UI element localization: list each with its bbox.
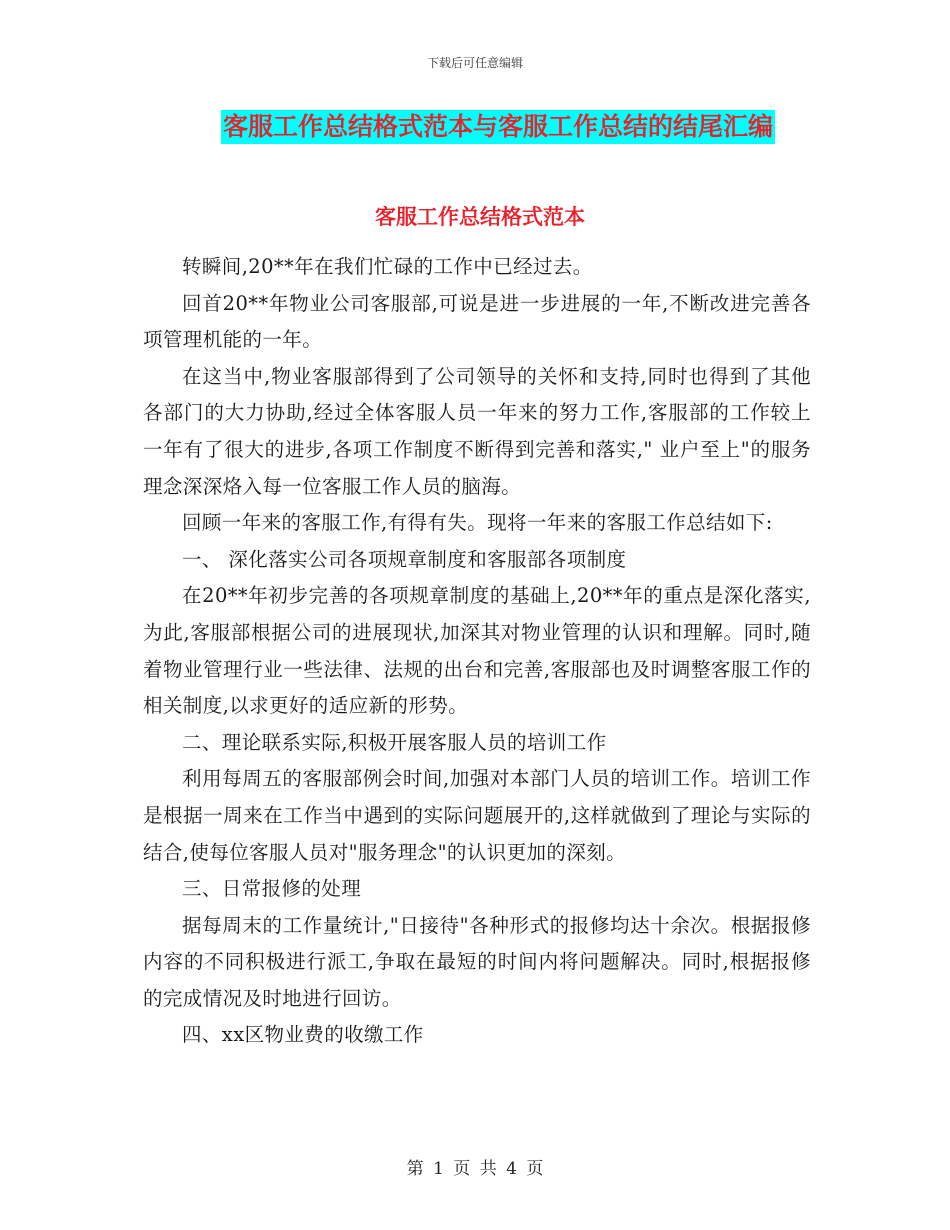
paragraph: 回首20**年物业公司客服部,可说是进一步进展的一年,不断改进完善各项管理机能的一年。 [143,291,811,352]
paragraph: 转瞬间,20**年在我们忙碌的工作中已经过去。 [182,255,593,278]
page-footer: 第 1 页 共 4 页 [406,1159,544,1179]
section-heading: 二、理论联系实际,积极开展客服人员的培训工作 [182,730,607,754]
section-heading: 三、日常报修的处理 [182,877,362,901]
paragraph: 回顾一年来的客服工作,有得有失。现将一年来的客服工作总结如下: [182,511,773,535]
main-title-container [0,110,950,144]
main-title: 客服工作总结格式范本与客服工作总结的结尾汇编 [221,110,775,144]
paragraph: 在20**年初步完善的各项规章制度的基础上,20**年的重点是深化落实,为此,客服部根据公司的进展现状,加深其对物业管理的认识和理解。同时,随着物业管理行业一些法律、法规的出台和完善,客服部也及时调整客服工作的相关制度,以求更好的适应新的形势。 [143,584,811,718]
paragraph: 利用每周五的客服部例会时间,加强对本部门人员的培训工作。培训工作是根据一周来在工作当中遇到的实际问题展开的,这样就做到了理论与实际的结合,使每位客服人员对"服务理念"的认识更加的深刻。 [143,767,811,864]
header-note: 下载后可任意编辑 [426,56,523,70]
paragraph: 在这当中,物业客服部得到了公司领导的关怀和支持,同时也得到了其他各部门的大力协助,经过全体客服人员一年来的努力工作,客服部的工作较上一年有了很大的进步,各项工作制度不断得到完善和落实," 业户至上"的服务理念深深烙入每一位客服工作人员的脑海。 [143,364,811,498]
section-title: 客服工作总结格式范本 [375,204,585,229]
section-heading: 一、 深化落实公司各项规章制度和客服部各项制度 [182,547,627,571]
body-text [143,249,811,1054]
section-heading: 四、xx区物业费的收缴工作 [182,1023,424,1047]
paragraph: 据每周末的工作量统计,"日接待"各种形式的报修均达十余次。根据报修内容的不同积极进行派工,争取在最短的时间内将问题解决。同时,根据报修的完成情况及时地进行回访。 [143,913,811,1010]
